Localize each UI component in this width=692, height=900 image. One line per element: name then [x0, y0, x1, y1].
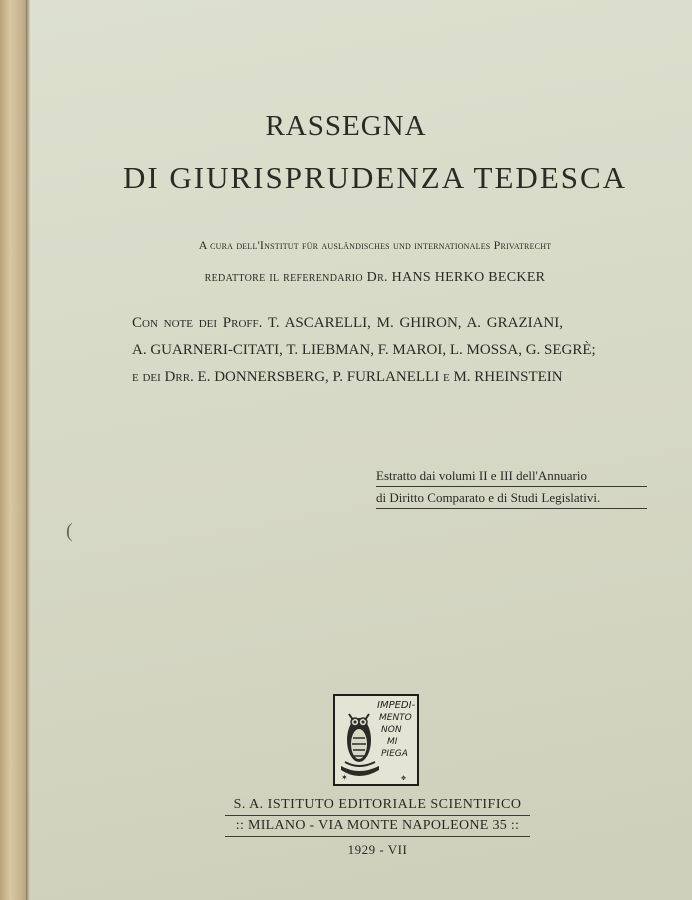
svg-text:✶: ✶: [341, 773, 348, 782]
cura-line: A cura dell'Institut für ausländisches und internationales Privatrecht: [198, 238, 552, 252]
estratto-line-1: Estratto dai volumi II e III dell'Annuario: [376, 468, 647, 487]
contributors-line-2: A. GUARNERI-CITATI, T. LIEBMAN, F. MAROI, L. MOSSA, G. SEGRÈ;: [132, 342, 596, 358]
publication-date: 1929 - VII: [347, 842, 408, 857]
publisher-name: S. A. ISTITUTO EDITORIALE SCIENTIFICO: [225, 797, 530, 816]
svg-text:✥: ✥: [401, 776, 407, 782]
page-mark: (: [66, 520, 73, 542]
device-motto-1: IMPEDI-: [377, 700, 416, 711]
contributors-line-1: Con note dei Proff. T. ASCARELLI, M. GHIRON, A. GRAZIANI,: [132, 315, 564, 331]
title-line-2: DI GIURISPRUDENZA TEDESCA: [122, 160, 628, 195]
redattore-line: redattore il referendario Dr. HANS HERKO BECKER: [204, 270, 546, 285]
device-motto-4: MI: [387, 737, 398, 747]
device-motto-3: NON: [381, 725, 402, 735]
publisher-device-owl-icon: [333, 694, 419, 786]
contributors-line-3: e dei Drr. E. DONNERSBERG, P. FURLANELLI e M. RHEINSTEIN: [132, 369, 563, 385]
title-line-1: RASSEGNA: [265, 110, 427, 142]
device-motto-2: MENTO: [379, 713, 412, 723]
estratto-line-2: di Diritto Comparato e di Studi Legislativi.: [376, 490, 647, 509]
device-motto-5: PIEGA: [381, 749, 408, 759]
publisher-address: :: MILANO - VIA MONTE NAPOLEONE 35 ::: [225, 818, 530, 837]
